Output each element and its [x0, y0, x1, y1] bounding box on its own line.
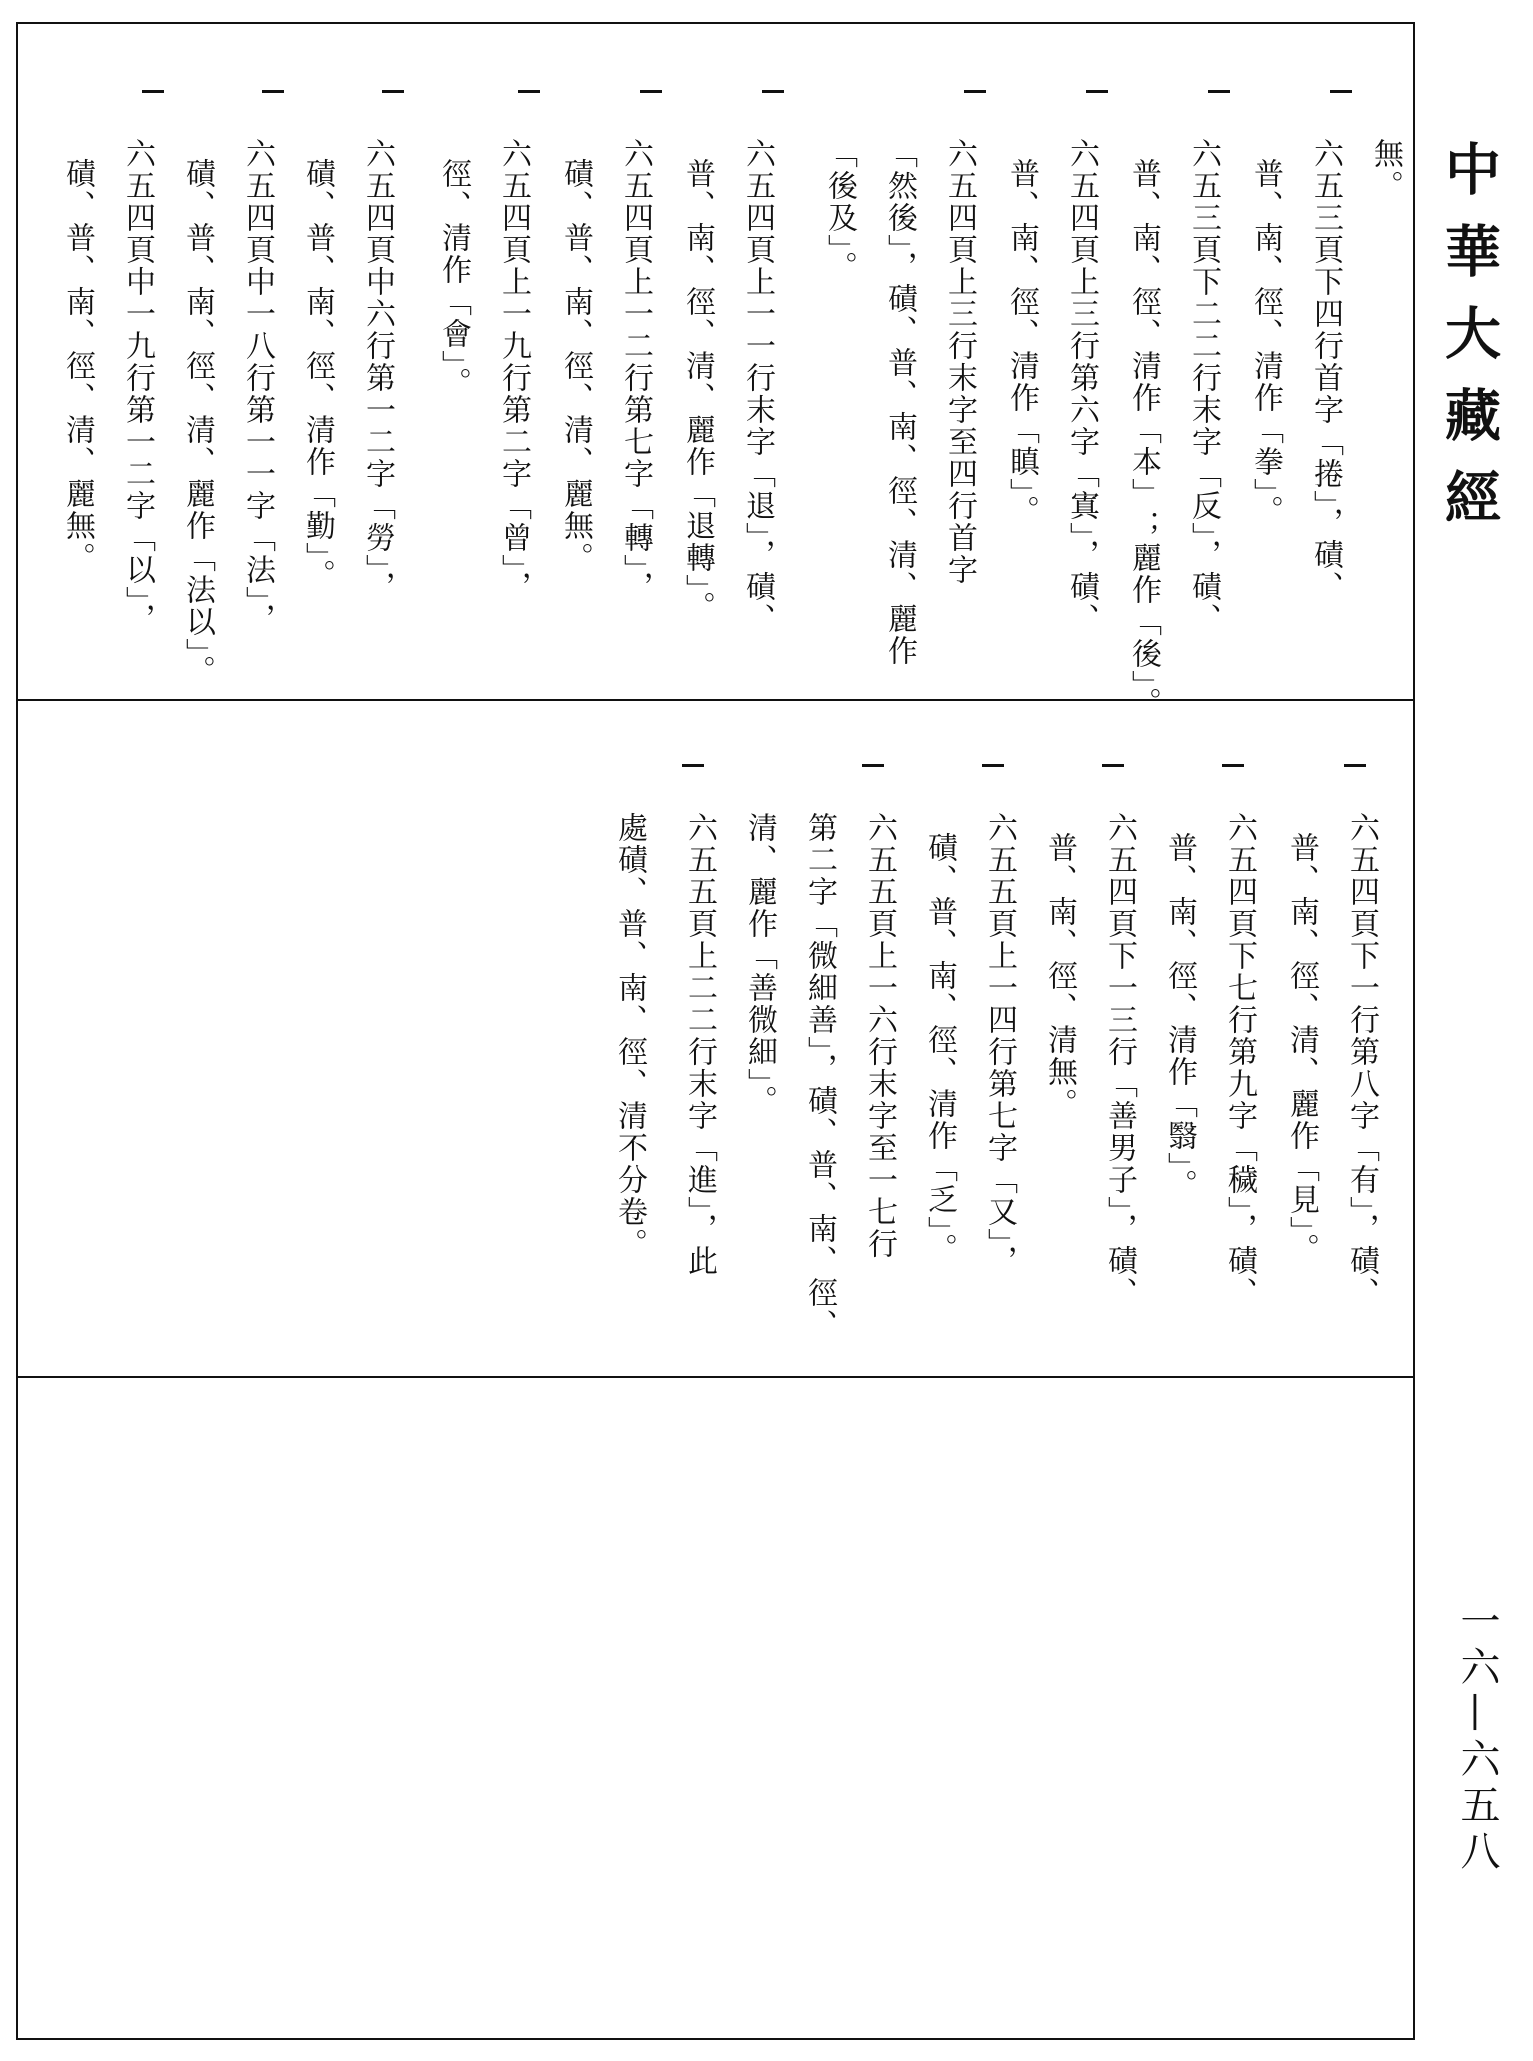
text-column: 六五四頁上三行第六字「寘」，磧、 [1064, 138, 1099, 635]
text-column: 「然後」，磧、普、南、徑、清、麗作 [882, 138, 917, 667]
entry-bullet [1208, 90, 1230, 93]
page-number: 一六—六五八 [1454, 1600, 1500, 1876]
text-column: 磧、普、南、徑、清、麗無。 [60, 158, 95, 574]
entry-bullet [1086, 90, 1108, 93]
entry-bullet [518, 90, 540, 93]
text-column: 普、南、徑、清作「瞋」。 [1004, 158, 1039, 527]
text-column: 六五四頁中一九行第一二字「以」， [120, 138, 155, 635]
entry-bullet [982, 764, 1004, 767]
text-column: 六五四頁中六行第一二字「勞」， [360, 138, 395, 603]
text-column: 磧、普、南、徑、清作「勤」。 [300, 158, 335, 591]
entry-bullet [382, 90, 404, 93]
text-column: 六五四頁中一八行第一一字「法」， [240, 138, 275, 635]
entry-bullet [262, 90, 284, 93]
text-column: 普、南、徑、清作「翳」。 [1162, 832, 1197, 1201]
entry-bullet [142, 90, 164, 93]
text-column: 六五四頁上三行末字至四行首字 [942, 138, 977, 586]
text-column: 普、南、徑、清作「拳」。 [1248, 158, 1283, 527]
text-column: 六五三頁下四行首字「捲」，磧、 [1308, 138, 1343, 603]
section-divider-bottom [16, 1376, 1415, 1378]
text-column: 六五三頁下二二行末字「反」，磧、 [1186, 138, 1221, 635]
entry-bullet [1222, 764, 1244, 767]
entry-bullet [640, 90, 662, 93]
text-column: 清、麗作「善微細」。 [742, 812, 777, 1117]
text-column: 處磧、普、南、徑、清不分卷。 [612, 812, 647, 1260]
text-column: 六五五頁上一四行第七字「又」， [982, 812, 1017, 1277]
entry-bullet [1102, 764, 1124, 767]
text-column: 磧、普、南、徑、清作「乏」。 [922, 832, 957, 1265]
text-column: 六五四頁上一九行第二字「曾」， [496, 138, 531, 603]
text-column: 六五四頁上一一行末字「退」，磧、 [740, 138, 775, 635]
text-column: 普、南、徑、清作「本」；麗作「後」。 [1126, 158, 1161, 719]
text-column: 六五五頁上一六行末字至一七行 [862, 812, 897, 1260]
text-column: 無。 [1368, 138, 1403, 202]
text-column: 六五四頁上一二行第七字「轉」， [618, 138, 653, 603]
entry-bullet [862, 764, 884, 767]
text-column: 普、南、徑、清、麗作「退轉」。 [680, 158, 715, 623]
text-column: 六五四頁下七行第九字「穢」，磧、 [1222, 812, 1257, 1309]
text-column: 普、南、徑、清、麗作「見」。 [1284, 832, 1319, 1265]
entry-bullet [1330, 90, 1352, 93]
text-column: 第二字「微細善」，磧、普、南、徑、 [802, 812, 837, 1341]
entry-bullet [682, 764, 704, 767]
text-column: 徑、清作「會」。 [436, 158, 471, 399]
journal-title: 中華大藏經 [1436, 140, 1501, 550]
section-divider-top [16, 699, 1415, 701]
text-column: 「後及」。 [822, 138, 857, 283]
text-column: 磧、普、南、徑、清、麗作「法以」。 [180, 158, 215, 687]
entry-bullet [1344, 764, 1366, 767]
text-column: 磧、普、南、徑、清、麗無。 [558, 158, 593, 574]
entry-bullet [964, 90, 986, 93]
text-column: 六五四頁下一三行「善男子」，磧、 [1102, 812, 1137, 1309]
entry-bullet [762, 90, 784, 93]
text-column: 普、南、徑、清無。 [1042, 832, 1077, 1120]
text-column: 六五五頁上二二行末字「進」，此 [682, 812, 717, 1277]
text-column: 六五四頁下一行第八字「有」，磧、 [1344, 812, 1379, 1309]
